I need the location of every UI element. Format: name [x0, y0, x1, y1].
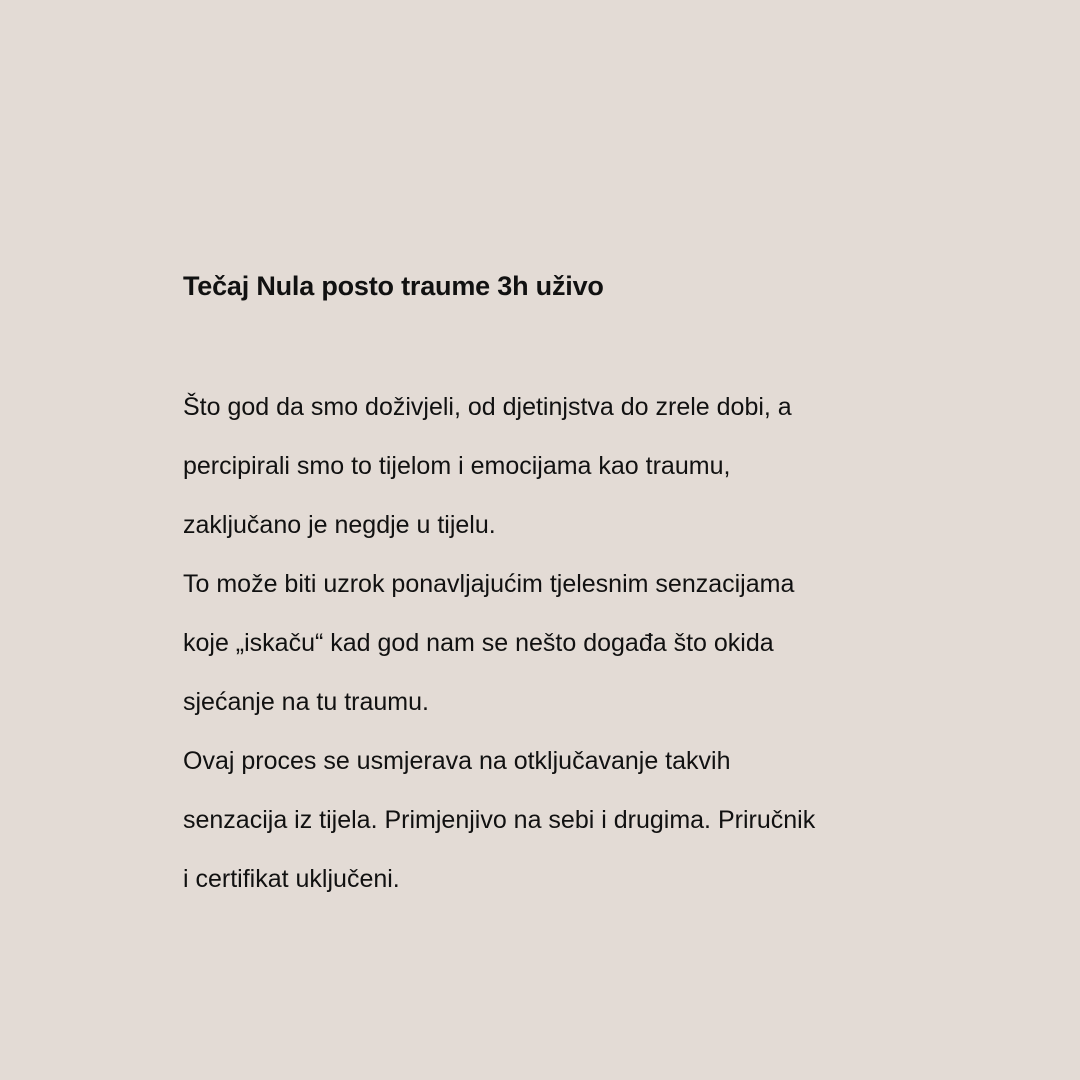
description-line: To može biti uzrok ponavljajućim tjelesnim senzacijama	[183, 570, 795, 598]
course-description	[183, 378, 943, 909]
description-line: koje „iskaču“ kad god nam se nešto događa što okida	[183, 629, 774, 657]
description-line: sjećanje na tu traumu.	[183, 688, 429, 716]
description-line: Što god da smo doživjeli, od djetinjstva do zrele dobi, a	[183, 393, 792, 421]
description-line: percipirali smo to tijelom i emocijama kao traumu,	[183, 452, 731, 480]
description-line: senzacija iz tijela. Primjenjivo na sebi i drugima. Priručnik	[183, 806, 816, 834]
description-line: Ovaj proces se usmjerava na otključavanje takvih	[183, 747, 731, 775]
course-title: Tečaj Nula posto traume 3h uživo	[183, 271, 604, 301]
description-line: zaključano je negdje u tijelu.	[183, 511, 496, 539]
description-line: i certifikat uključeni.	[183, 865, 400, 893]
